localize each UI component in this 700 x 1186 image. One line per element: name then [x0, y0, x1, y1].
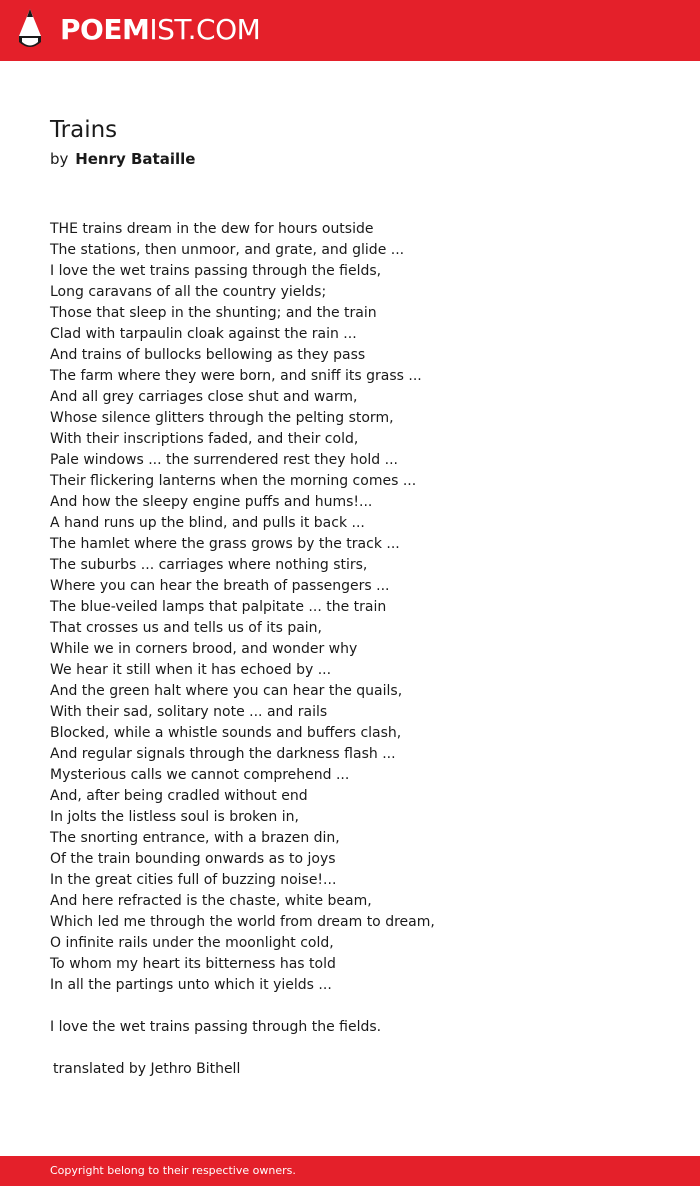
- poem-line: Which led me through the world from dream to dream,: [50, 914, 435, 930]
- poem-line: The blue-veiled lamps that palpitate ... the train: [50, 599, 387, 615]
- poem-line: And trains of bullocks bellowing as they pass: [50, 347, 366, 363]
- poem-line: THE trains dream in the dew for hours outside: [50, 221, 374, 237]
- poem-line: Mysterious calls we cannot comprehend ...: [50, 767, 350, 783]
- poem-line: O infinite rails under the moonlight cold,: [50, 935, 334, 951]
- poem-line: To whom my heart its bitterness has told: [50, 956, 336, 972]
- poem-translator: translated by Jethro Bithell: [53, 1061, 241, 1077]
- site-footer: [0, 1156, 700, 1186]
- poem-line: Clad with tarpaulin cloak against the rain ...: [50, 326, 357, 342]
- poem-line: Blocked, while a whistle sounds and buffers clash,: [50, 725, 402, 741]
- poem-line: Pale windows ... the surrendered rest they hold ...: [50, 452, 398, 468]
- footer-copyright: Copyright belong to their respective owners.: [50, 1164, 296, 1177]
- poem-line: The suburbs ... carriages where nothing stirs,: [50, 557, 368, 573]
- poem-line: The hamlet where the grass grows by the track ...: [50, 536, 400, 552]
- poem-line: I love the wet trains passing through the fields.: [50, 1019, 382, 1035]
- poem-author: Henry Bataille: [75, 150, 196, 168]
- stanza-gap: [50, 996, 670, 1017]
- poem-line: I love the wet trains passing through the fields,: [50, 263, 382, 279]
- poem-line: A hand runs up the blind, and pulls it back ...: [50, 515, 365, 531]
- poem-line: In the great cities full of buzzing noise!...: [50, 872, 337, 888]
- poem-header: [50, 114, 660, 170]
- poem-line: In jolts the listless soul is broken in,: [50, 809, 299, 825]
- poem-line: And how the sleepy engine puffs and hums!...: [50, 494, 373, 510]
- site-header: [0, 0, 700, 61]
- poem-stanza-1: [50, 219, 670, 996]
- poem-line: Long caravans of all the country yields;: [50, 284, 327, 300]
- poem-line: Of the train bounding onwards as to joys: [50, 851, 336, 867]
- poem-line: Whose silence glitters through the pelting storm,: [50, 410, 394, 426]
- poem-stanza-2: [50, 1017, 670, 1038]
- poem-line: With their sad, solitary note ... and rails: [50, 704, 328, 720]
- logo-text-bold: POEM: [60, 13, 150, 46]
- byline-prefix: by: [50, 150, 69, 168]
- poem-line: And here refracted is the chaste, white beam,: [50, 893, 372, 909]
- poem-line: The snorting entrance, with a brazen din,: [50, 830, 340, 846]
- pencil-tip-icon: [16, 8, 44, 52]
- poem-line: While we in corners brood, and wonder why: [50, 641, 358, 657]
- poem-line: Those that sleep in the shunting; and the train: [50, 305, 377, 321]
- poem-byline: [50, 148, 660, 170]
- poem-line: And the green halt where you can hear the quails,: [50, 683, 403, 699]
- poem-title: Trains: [50, 117, 118, 143]
- site-logo-link[interactable]: [16, 8, 260, 52]
- poem-line: Their flickering lanterns when the morning comes ...: [50, 473, 417, 489]
- poem-line: That crosses us and tells us of its pain,: [50, 620, 322, 636]
- poem-body: [50, 219, 670, 1080]
- poem-line: In all the partings unto which it yields ...: [50, 977, 332, 993]
- poem-line: The stations, then unmoor, and grate, and glide ...: [50, 242, 405, 258]
- site-logo-text: [60, 8, 260, 52]
- poem-line: And regular signals through the darkness flash ...: [50, 746, 396, 762]
- poem-line: And, after being cradled without end: [50, 788, 308, 804]
- logo-text-light: IST.COM: [149, 13, 261, 46]
- poem-line: We hear it still when it has echoed by ...: [50, 662, 332, 678]
- poem-line: And all grey carriages close shut and warm,: [50, 389, 358, 405]
- poem-line: With their inscriptions faded, and their cold,: [50, 431, 359, 447]
- poem-line: Where you can hear the breath of passengers ...: [50, 578, 390, 594]
- poem-line: The farm where they were born, and sniff its grass ...: [50, 368, 422, 384]
